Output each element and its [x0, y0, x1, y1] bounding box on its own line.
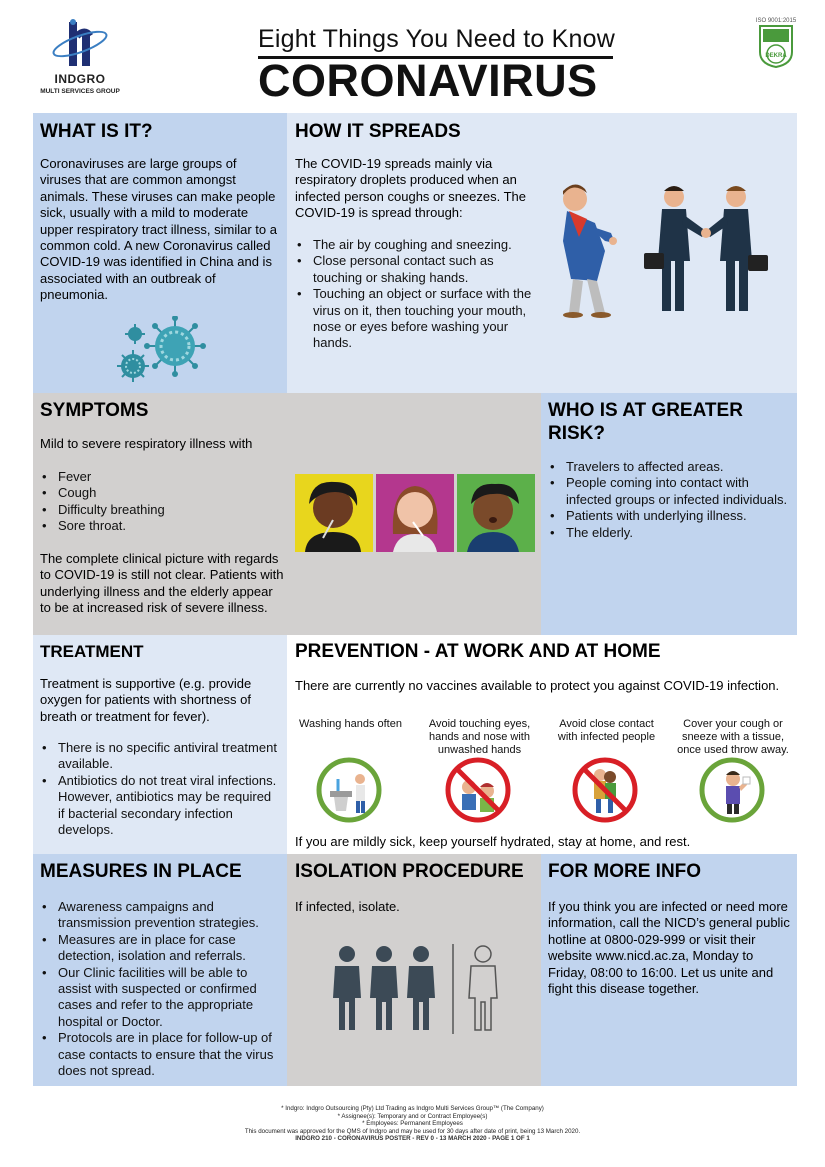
- prevention-panel: [287, 635, 797, 854]
- isolation-people-icon: [329, 944, 509, 1034]
- footer: [0, 1105, 825, 1143]
- how-it-spreads-heading: HOW IT SPREADS: [295, 121, 461, 142]
- measures-heading: MEASURES IN PLACE: [40, 861, 242, 882]
- more-info-panel: [541, 854, 797, 1086]
- iso-badge-text: DEKRA: [765, 53, 787, 59]
- treatment-panel: [33, 635, 287, 854]
- prevention-outro: If you are mildly sick, keep yourself hydrated, stay at home, and rest.: [295, 834, 691, 849]
- list-item: • The air by coughing and sneezing.: [295, 237, 535, 253]
- footer-line: This document was approved for the QMS of Indgro and may be used for 30 days after date of print, being 13 March 2020.: [244, 1127, 581, 1135]
- treatment-heading: TREATMENT: [40, 642, 144, 661]
- how-it-spreads-list: [295, 237, 535, 352]
- symptoms-intro: Mild to severe respiratory illness with: [40, 436, 253, 451]
- footer-line: * Assignee(s): Temporary and or Contract Employee(s): [337, 1112, 488, 1120]
- prevention-label-wash: Washing hands often: [299, 718, 402, 730]
- list-item: • Cough: [40, 485, 285, 501]
- what-is-it-panel: [33, 113, 287, 393]
- prevention-label-touch: Avoid touching eyes, hands and nose with unwashed hands: [428, 718, 531, 756]
- footer-line: * Indgro: Indgro Outsourcing (Pty) Ltd Trading as Indgro Multi Services Group™ (The Company): [281, 1105, 544, 1112]
- list-item: • Close personal contact such as touching or shaking hands.: [295, 253, 535, 286]
- logo-brand-text: INDGRO: [54, 72, 106, 86]
- iso-certification: [755, 18, 797, 73]
- list-item: • Awareness campaigns and transmission prevention strategies.: [40, 899, 278, 932]
- symptoms-panel: [33, 393, 541, 635]
- poster-subtitle: Eight Things You Need to Know: [258, 25, 615, 53]
- indgro-logo-icon: [49, 18, 111, 70]
- footer-doc-ref: INDGRO 210 - CORONAVIRUS POSTER - REV 0 - 13 MARCH 2020 - PAGE 1 OF 1: [295, 1135, 530, 1143]
- symptoms-heading: SYMPTOMS: [40, 400, 149, 421]
- more-info-body: If you think you are infected or need more information, call the NICD’s general public hotline at 0800-029-999 or visit their website www.nicd.ac.za, Monday to Friday, 08:00 to 16:00. Let us unite and fight this disease together.: [548, 899, 790, 997]
- footer-line: * Employees: Permanent Employees: [362, 1120, 463, 1128]
- list-item: • Patients with underlying illness.: [548, 508, 788, 524]
- logo-sub-text: MULTI SERVICES GROUP: [40, 88, 120, 95]
- symptoms-list: [40, 469, 285, 535]
- list-item: • There is no specific antiviral treatment available.: [40, 740, 278, 773]
- more-info-heading: FOR MORE INFO: [548, 861, 702, 882]
- list-item: • Antibiotics do not treat viral infections. However, antibiotics may be required if bacterial secondary infection develops.: [40, 773, 278, 839]
- measures-list: [40, 899, 278, 1079]
- prevention-label-cover: Cover your cough or sneeze with a tissue, once used throw away.: [677, 718, 789, 756]
- symptom-faces-icon: [295, 474, 535, 552]
- treatment-list: [40, 740, 278, 838]
- list-item: • Travelers to affected areas.: [548, 459, 788, 475]
- list-item: • People coming into contact with infected groups or infected individuals.: [548, 475, 788, 508]
- treatment-intro: Treatment is supportive (e.g. provide oxygen for patients with shortness of breath or treatment for fever).: [40, 676, 252, 724]
- list-item: • Measures are in place for case detection, isolation and referrals.: [40, 932, 278, 965]
- what-is-it-body: Coronaviruses are large groups of viruses that are common amongst animals. These viruses can make people sick, usually with a mild to moderate upper respiratory tract illness, similar to a common cold. A new Coronavirus called COVID-19 was identified in China and is associated with an outbreak of pneumonia.: [40, 156, 277, 303]
- list-item: • The elderly.: [548, 525, 788, 541]
- no-touching-face-icon: [445, 757, 511, 823]
- risk-panel: [541, 393, 797, 635]
- risk-list: [548, 459, 788, 541]
- iso-text: ISO 9001:2015: [755, 18, 797, 24]
- prevention-label-contact: Avoid close contact with infected people: [557, 718, 656, 743]
- prevention-intro: There are currently no vaccines available to protect you against COVID-19 infection.: [295, 678, 780, 693]
- dekra-badge-icon: [757, 24, 795, 68]
- list-item: • Sore throat.: [40, 518, 285, 534]
- sick-man-icon: [545, 181, 625, 321]
- list-item: • Touching an object or surface with the virus on it, then touching your mouth, nose or eyes before washing your hands.: [295, 286, 535, 352]
- wash-hands-icon: [316, 757, 382, 823]
- handshake-icon: [642, 181, 772, 321]
- measures-panel: [33, 854, 287, 1086]
- virus-icon: [113, 316, 213, 388]
- symptoms-outro: The complete clinical picture with regards to COVID-19 is still not clear. Patients with underlying illness and the elderly appear to be at increased risk of severe illness.: [40, 551, 284, 616]
- isolation-panel: [287, 854, 541, 1086]
- isolation-body: If infected, isolate.: [295, 899, 400, 914]
- company-logo: [30, 18, 130, 108]
- list-item: • Our Clinic facilities will be able to assist with suspected or confirmed cases and refer to the appropriate hospital or Doctor.: [40, 965, 278, 1031]
- list-item: • Protocols are in place for follow-up of case contacts to ensure that the virus does not spread.: [40, 1030, 278, 1079]
- list-item: • Fever: [40, 469, 285, 485]
- how-it-spreads-intro: The COVID-19 spreads mainly via respiratory droplets produced when an infected person coughs or sneezes. The COVID-19 is spread through:: [295, 156, 527, 221]
- prevention-heading: PREVENTION - AT WORK AND AT HOME: [295, 641, 661, 662]
- how-it-spreads-panel: [287, 113, 797, 393]
- cover-cough-icon: [699, 757, 765, 823]
- isolation-heading: ISOLATION PROCEDURE: [295, 861, 524, 882]
- risk-heading: WHO IS AT GREATER RISK?: [548, 400, 743, 444]
- what-is-it-heading: WHAT IS IT?: [40, 121, 153, 142]
- no-close-contact-icon: [572, 757, 638, 823]
- list-item: • Difficulty breathing: [40, 502, 285, 518]
- poster-title: CORONAVIRUS: [258, 55, 598, 106]
